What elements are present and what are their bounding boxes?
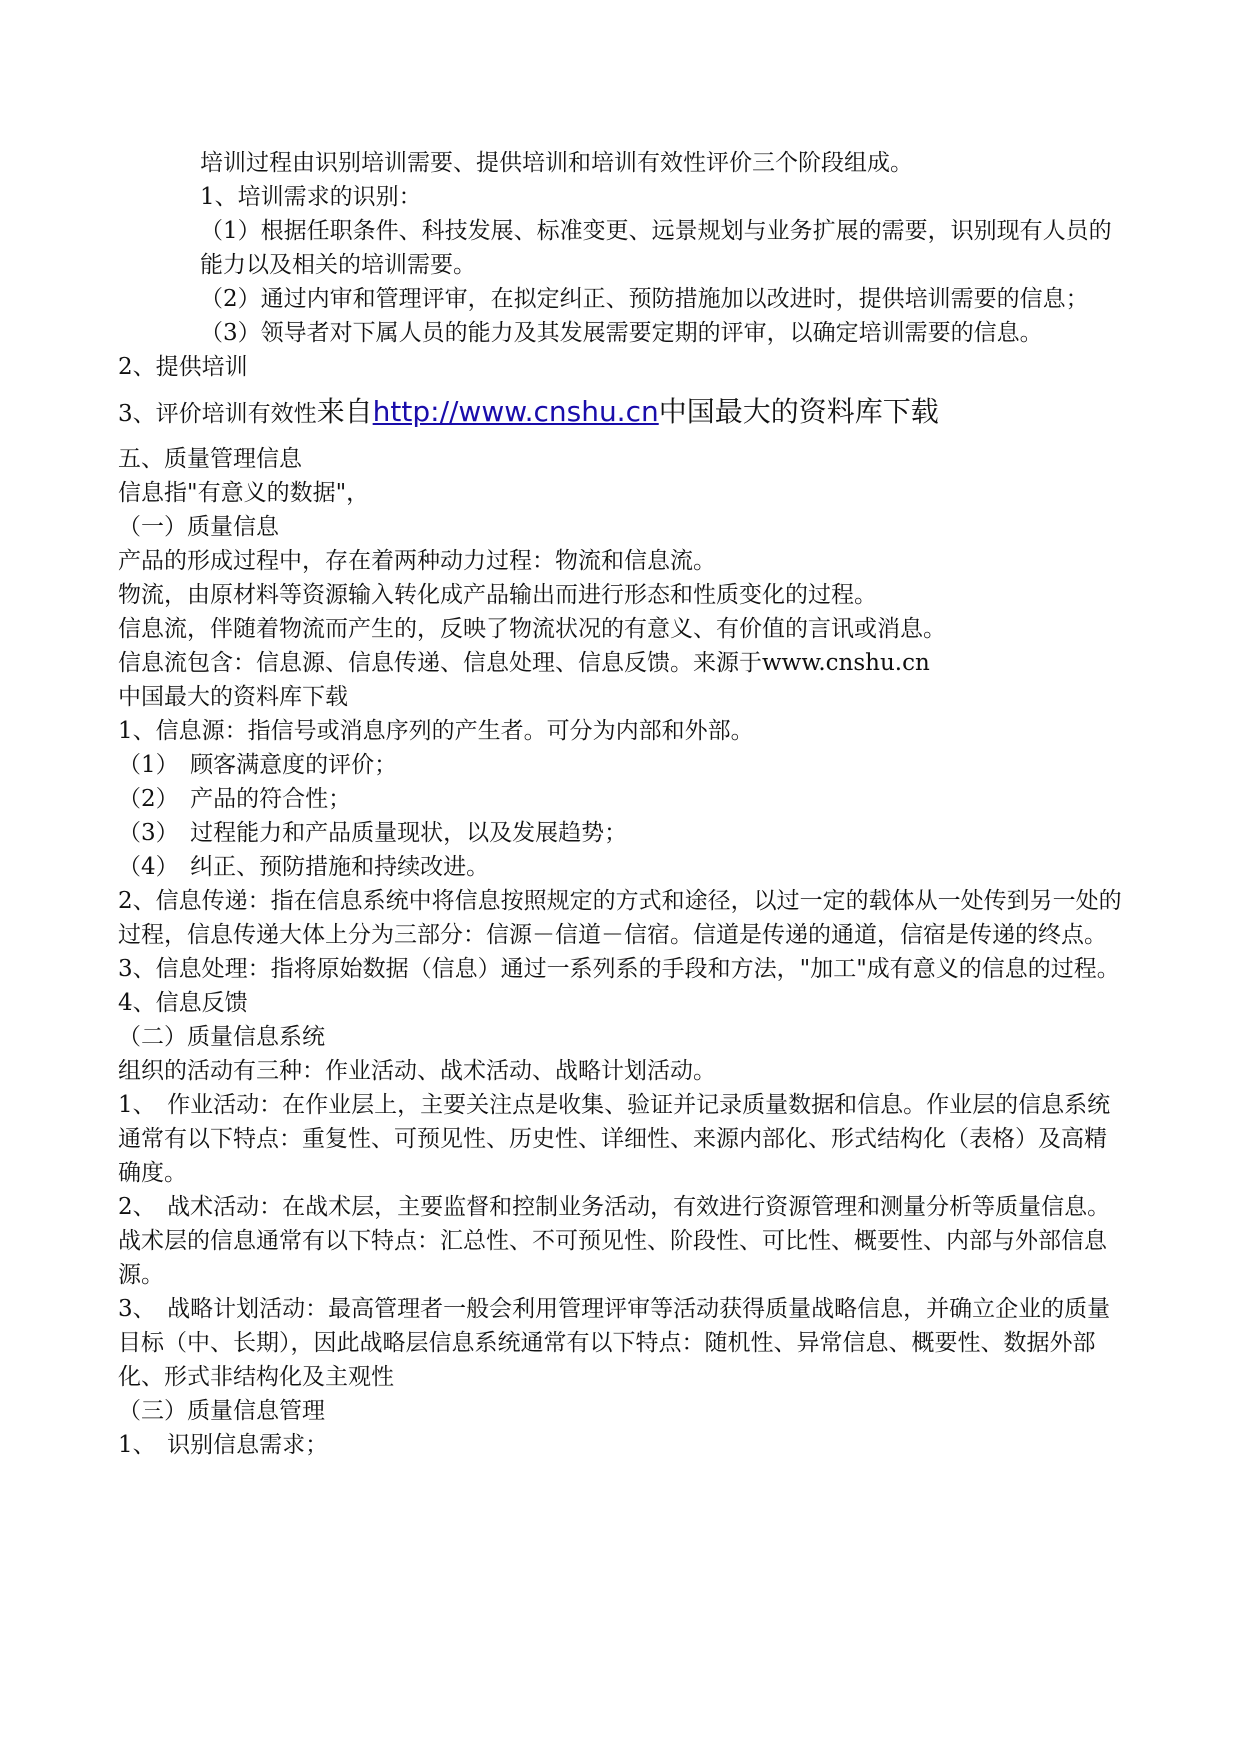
paragraph-three-activities: 组织的活动有三种：作业活动、战术活动、战略计划活动。 bbox=[118, 1058, 716, 1084]
paragraph-source-note: 中国最大的资料库下载 bbox=[118, 684, 348, 710]
list-item-source-3: （3） 过程能力和产品质量现状，以及发展趋势； bbox=[118, 820, 628, 846]
subheading-quality-info-system: （二）质量信息系统 bbox=[118, 1024, 325, 1050]
paragraph-info-processing: 3、信息处理：指将原始数据（信息）通过一系列系的手段和方法，"加工"成有意义的信息的过程。 bbox=[118, 956, 1120, 982]
paragraph-operational-activity: 1、 作业活动：在作业层上，主要关注点是收集、验证并记录质量数据和信息。作业层的信息系统通常有以下特点：重复性、可预见性、历史性、详细性、来源内部化、形式结构化（表格）及高精确度。 bbox=[118, 1092, 1111, 1186]
paragraph-needs-item-1: （1）根据任职条件、科技发展、标准变更、远景规划与业务扩展的需要，识别现有人员的能力以及相关的培训需要。 bbox=[200, 218, 1112, 278]
paragraph-strategic-activity: 3、 战略计划活动：最高管理者一般会利用管理评审等活动获得质量战略信息，并确立企业的质量目标（中、长期），因此战略层信息系统通常有以下特点：随机性、异常信息、概要性、数据外部化、形式非结构化及主观性 bbox=[118, 1296, 1111, 1390]
promo-prefix: 3、评价培训有效性 bbox=[118, 401, 317, 427]
paragraph-info-source: 1、信息源：指信号或消息序列的产生者。可分为内部和外部。 bbox=[118, 718, 754, 744]
subheading-quality-info-management: （三）质量信息管理 bbox=[118, 1398, 325, 1424]
paragraph-info-flow: 信息流，伴随着物流而产生的，反映了物流状况的有意义、有价值的言讯或消息。 bbox=[118, 616, 946, 642]
paragraph-info-definition: 信息指"有意义的数据"， bbox=[118, 480, 370, 506]
paragraph-info-feedback: 4、信息反馈 bbox=[118, 990, 248, 1016]
paragraph-needs-identification: 1、培训需求的识别： bbox=[200, 184, 422, 210]
promo-link[interactable]: http://www.cnshu.cn bbox=[372, 395, 659, 428]
paragraph-identify-needs: 1、 识别信息需求； bbox=[118, 1432, 329, 1458]
promo-line bbox=[118, 392, 1126, 434]
paragraph-two-flows: 产品的形成过程中，存在着两种动力过程：物流和信息流。 bbox=[118, 548, 716, 574]
list-item-source-2: （2） 产品的符合性； bbox=[118, 786, 352, 812]
promo-suffix: 中国最大的资料库下载 bbox=[658, 395, 939, 428]
paragraph-needs-item-3: （3）领导者对下属人员的能力及其发展需要定期的评审，以确定培训需要的信息。 bbox=[200, 320, 1043, 346]
paragraph-tactical-activity: 2、 战术活动：在战术层，主要监督和控制业务活动，有效进行资源管理和测量分析等质量信息。战术层的信息通常有以下特点：汇总性、不可预见性、阶段性、可比性、概要性、内部与外部信息源。 bbox=[118, 1194, 1111, 1288]
subheading-quality-info: （一）质量信息 bbox=[118, 514, 279, 540]
paragraph-training-process: 培训过程由识别培训需要、提供培训和培训有效性评价三个阶段组成。 bbox=[200, 150, 913, 176]
document-body bbox=[118, 146, 1126, 1462]
paragraph-provide-training: 2、提供培训 bbox=[118, 354, 248, 380]
paragraph-info-flow-contents: 信息流包含：信息源、信息传递、信息处理、信息反馈。来源于www.cnshu.cn bbox=[118, 650, 930, 676]
paragraph-material-flow: 物流，由原材料等资源输入转化成产品输出而进行形态和性质变化的过程。 bbox=[118, 582, 877, 608]
paragraph-needs-item-2: （2）通过内审和管理评审，在拟定纠正、预防措施加以改进时，提供培训需要的信息； bbox=[200, 286, 1089, 312]
list-item-source-1: （1） 顾客满意度的评价； bbox=[118, 752, 398, 778]
section-heading-quality-info: 五、质量管理信息 bbox=[118, 446, 302, 472]
promo-from: 来自 bbox=[316, 395, 373, 428]
list-item-source-4: （4） 纠正、预防措施和持续改进。 bbox=[118, 854, 490, 880]
paragraph-info-transfer: 2、信息传递：指在信息系统中将信息按照规定的方式和途径，以过一定的载体从一处传到另一处的过程，信息传递大体上分为三部分：信源－信道－信宿。信道是传递的通道，信宿是传递的终点。 bbox=[118, 888, 1122, 948]
